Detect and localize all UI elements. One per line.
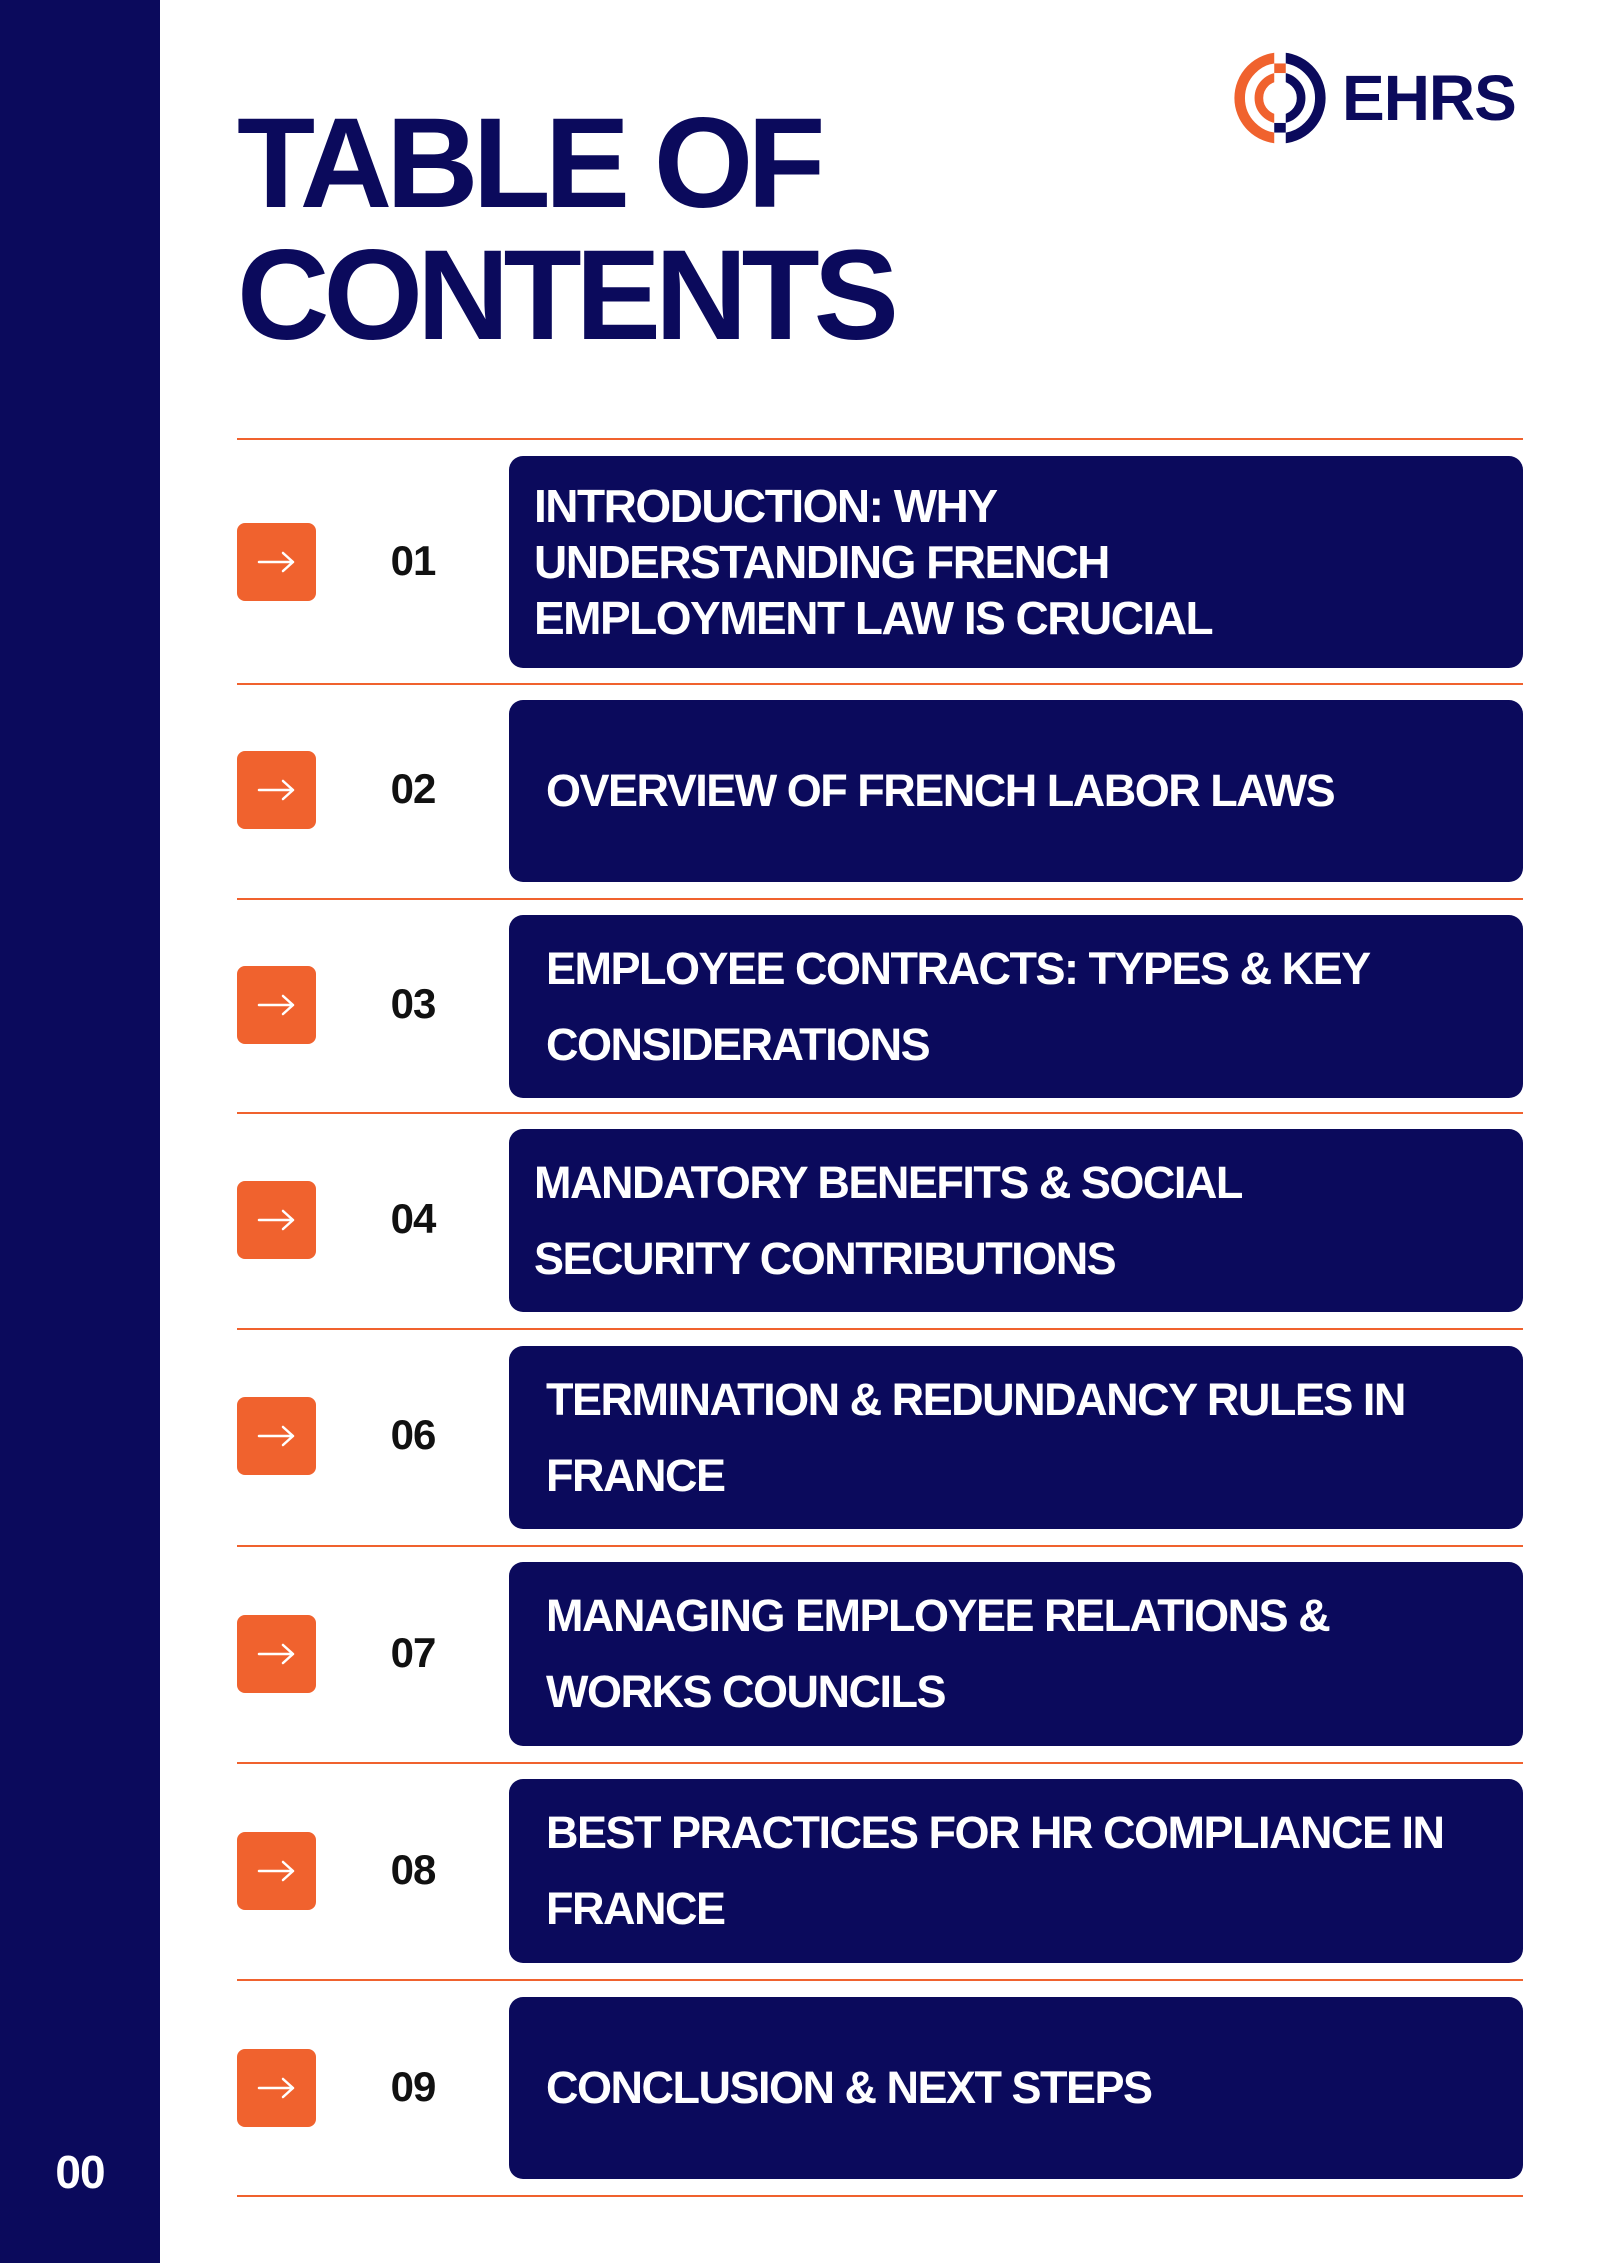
ehrs-logo-icon xyxy=(1232,50,1328,146)
section-title-card[interactable] xyxy=(509,915,1523,1098)
arrow-button[interactable] xyxy=(237,1181,316,1259)
section-title: OVERVIEW OF FRENCH LABOR LAWS xyxy=(546,765,1335,816)
logo-text: EHRS xyxy=(1342,62,1516,134)
section-title-text: INTRODUCTION: WHY UNDERSTANDING FRENCH EMPLOYMENT LAW IS CRUCIAL xyxy=(534,480,1213,644)
section-number: 08 xyxy=(390,1846,436,1893)
section-title-card[interactable] xyxy=(509,1346,1523,1529)
section-number: 07 xyxy=(390,1629,436,1676)
section-number: 09 xyxy=(390,2063,436,2110)
toc-row-06[interactable] xyxy=(237,1330,1523,1545)
arrow-right-icon xyxy=(257,993,297,1017)
toc-row-02[interactable] xyxy=(237,685,1523,898)
toc-row-07[interactable] xyxy=(237,1547,1523,1762)
toc-row-08[interactable] xyxy=(237,1764,1523,1979)
arrow-right-icon xyxy=(257,1642,297,1666)
toc-row-01[interactable] xyxy=(237,440,1523,683)
arrow-right-icon xyxy=(257,2076,297,2100)
arrow-button[interactable] xyxy=(237,751,316,829)
arrow-right-icon xyxy=(257,1208,297,1232)
section-title: EMPLOYEE CONTRACTS: TYPES & KEY CONSIDERATIONS xyxy=(546,942,1369,1070)
arrow-right-icon xyxy=(257,778,297,802)
toc-row-09[interactable] xyxy=(237,1981,1523,2195)
section-title-card[interactable] xyxy=(509,700,1523,882)
section-title xyxy=(534,478,1334,646)
section-title: MANDATORY BENEFITS & SOCIAL SECURITY CONTRIBUTIONS xyxy=(534,1156,1242,1284)
arrow-button[interactable] xyxy=(237,1615,316,1693)
arrow-right-icon xyxy=(257,1859,297,1883)
section-title-card[interactable] xyxy=(509,1997,1523,2179)
arrow-button[interactable] xyxy=(237,1397,316,1475)
section-title-card[interactable] xyxy=(509,456,1523,668)
arrow-button[interactable] xyxy=(237,1832,316,1910)
section-number: 01 xyxy=(390,537,436,584)
divider xyxy=(237,2195,1523,2197)
section-title-card[interactable] xyxy=(509,1129,1523,1312)
ehrs-logo xyxy=(1232,48,1552,148)
section-title-card[interactable] xyxy=(509,1562,1523,1746)
section-title: BEST PRACTICES FOR HR COMPLIANCE IN FRANCE xyxy=(546,1807,1444,1934)
section-title: CONCLUSION & NEXT STEPS xyxy=(546,2062,1152,2113)
toc-row-04[interactable] xyxy=(237,1114,1523,1328)
section-number: 02 xyxy=(390,765,436,812)
toc-row-03[interactable] xyxy=(237,900,1523,1112)
arrow-button[interactable] xyxy=(237,966,316,1044)
arrow-right-icon xyxy=(257,1424,297,1448)
page-title-line-2: CONTENTS xyxy=(237,224,893,367)
page-title-line-1: TABLE OF xyxy=(237,92,820,235)
section-title: TERMINATION & REDUNDANCY RULES IN FRANCE xyxy=(546,1373,1405,1501)
arrow-button[interactable] xyxy=(237,523,316,601)
section-number: 04 xyxy=(390,1195,436,1242)
table-of-contents xyxy=(237,438,1523,2197)
section-number: 03 xyxy=(390,980,436,1027)
side-bar xyxy=(0,0,160,2263)
section-number: 06 xyxy=(390,1411,436,1458)
arrow-button[interactable] xyxy=(237,2049,316,2127)
section-title: MANAGING EMPLOYEE RELATIONS & WORKS COUNCILS xyxy=(546,1590,1330,1717)
section-title-card[interactable] xyxy=(509,1779,1523,1963)
page-number: 00 xyxy=(55,2146,105,2198)
page-title xyxy=(237,92,1137,367)
arrow-right-icon xyxy=(257,550,297,574)
